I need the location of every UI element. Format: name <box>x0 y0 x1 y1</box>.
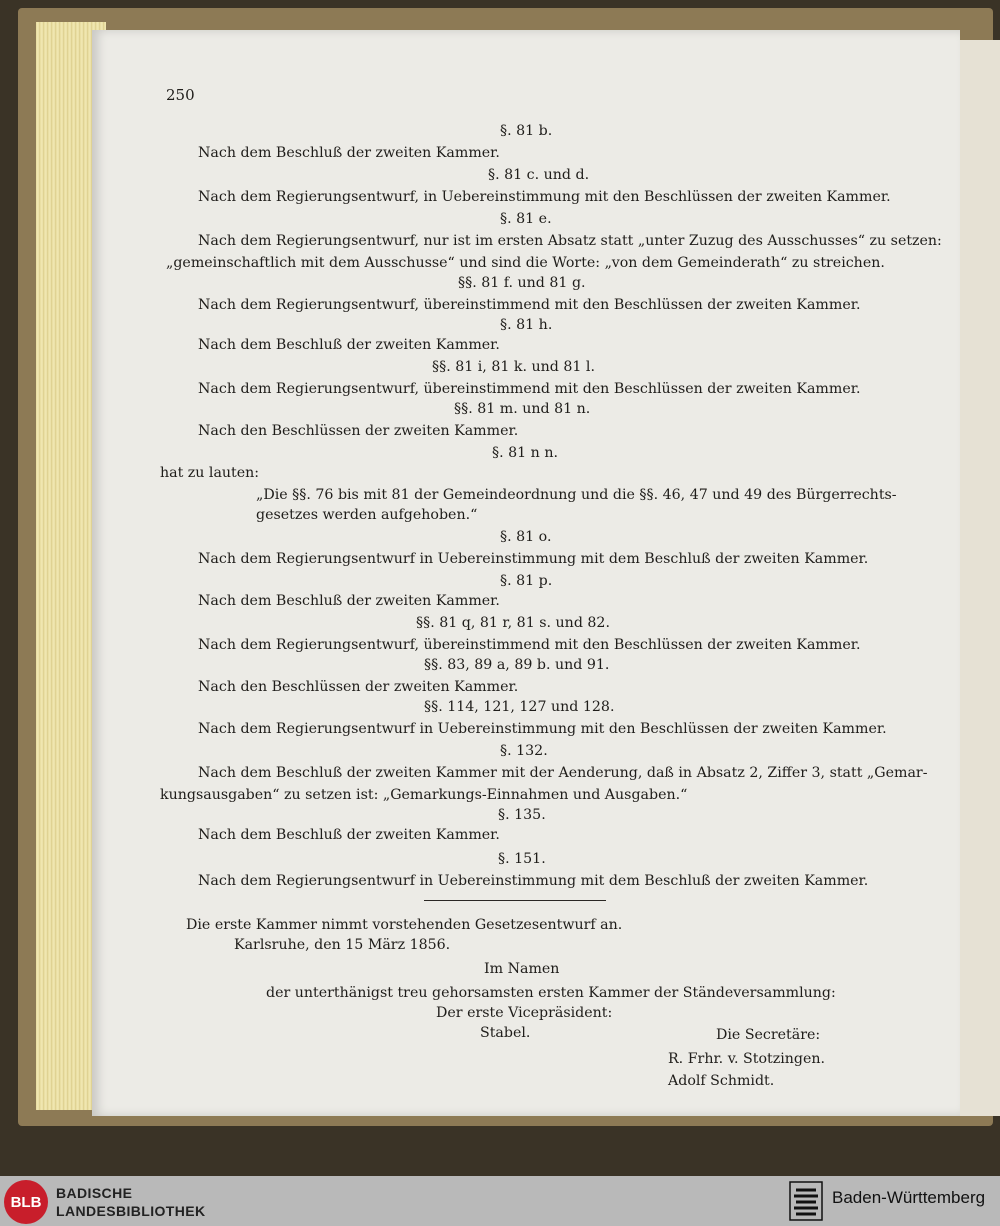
text-line: §. 132. <box>500 743 548 759</box>
text-line: Die Secretäre: <box>716 1027 821 1043</box>
text-line: §. 81 c. und d. <box>488 167 590 183</box>
text-line: R. Frhr. v. Stotzingen. <box>668 1051 825 1067</box>
text-line: Nach den Beschlüssen der zweiten Kammer. <box>198 423 519 439</box>
library-name[interactable] <box>56 1184 276 1220</box>
text-line: Im Namen <box>484 961 560 977</box>
text-line: §§. 81 f. und 81 g. <box>458 275 586 291</box>
text-line: Nach dem Regierungsentwurf, übereinstimmend mit den Beschlüssen der zweiten Kammer. <box>198 381 861 397</box>
facing-page-edge <box>958 40 1000 1116</box>
text-line: Nach dem Beschluß der zweiten Kammer mit der Aenderung, daß in Absatz 2, Ziffer 3, statt „Gemar- <box>198 765 928 781</box>
text-line: §§. 81 q, 81 r, 81 s. und 82. <box>416 615 610 631</box>
text-line: Nach dem Regierungsentwurf, übereinstimmend mit den Beschlüssen der zweiten Kammer. <box>198 297 861 313</box>
text-line: Nach dem Beschluß der zweiten Kammer. <box>198 827 500 843</box>
text-line: kungsausgaben“ zu setzen ist: „Gemarkungs-Einnahmen und Ausgaben.“ <box>160 787 688 803</box>
state-name[interactable]: Baden-Württemberg <box>832 1188 986 1207</box>
text-line: §. 81 p. <box>500 573 553 589</box>
text-line: gesetzes werden aufgehoben.“ <box>256 507 478 523</box>
text-line: Nach dem Regierungsentwurf in Uebereinstimmung mit dem Beschluß der zweiten Kammer. <box>198 873 869 889</box>
text-line: §. 81 b. <box>500 123 553 139</box>
text-line: Stabel. <box>480 1025 531 1041</box>
text-line: §. 81 h. <box>500 317 553 333</box>
text-line: §§. 81 m. und 81 n. <box>454 401 591 417</box>
text-line: Nach dem Regierungsentwurf, in Uebereinstimmung mit den Beschlüssen der zweiten Kammer. <box>198 189 891 205</box>
text-line: §. 81 o. <box>500 529 552 545</box>
text-line: §. 135. <box>498 807 546 823</box>
text-line: Nach dem Regierungsentwurf in Uebereinstimmung mit dem Beschluß der zweiten Kammer. <box>198 551 869 567</box>
baden-wuerttemberg-lions-icon[interactable] <box>788 1180 824 1222</box>
text-line: Nach dem Beschluß der zweiten Kammer. <box>198 145 500 161</box>
text-line: §§. 81 i, 81 k. und 81 l. <box>432 359 595 375</box>
text-line: Adolf Schmidt. <box>668 1073 775 1089</box>
library-name-line1: BADISCHE <box>56 1185 133 1201</box>
library-name-line2: LANDESBIBLIOTHEK <box>56 1203 206 1219</box>
text-line: §. 81 n n. <box>492 445 558 461</box>
text-line: Der erste Vicepräsident: <box>436 1005 613 1021</box>
text-line: Die erste Kammer nimmt vorstehenden Gesetzesentwurf an. <box>186 917 623 933</box>
section-divider <box>424 900 606 901</box>
text-line: Nach dem Beschluß der zweiten Kammer. <box>198 337 500 353</box>
text-line: §§. 114, 121, 127 und 128. <box>424 699 615 715</box>
text-line: Nach dem Beschluß der zweiten Kammer. <box>198 593 500 609</box>
text-line: Nach den Beschlüssen der zweiten Kammer. <box>198 679 519 695</box>
text-line: hat zu lauten: <box>160 465 260 481</box>
blb-logo-icon[interactable]: BLB <box>4 1180 48 1224</box>
text-line: der unterthänigst treu gehorsamsten ersten Kammer der Ständeversammlung: <box>266 985 836 1001</box>
text-line: „Die §§. 76 bis mit 81 der Gemeindeordnung und die §§. 46, 47 und 49 des Bürgerrechts- <box>256 487 897 503</box>
text-line: Nach dem Regierungsentwurf in Uebereinstimmung mit den Beschlüssen der zweiten Kammer. <box>198 721 887 737</box>
text-line: Karlsruhe, den 15 März 1856. <box>234 937 451 953</box>
text-line: Nach dem Regierungsentwurf, nur ist im ersten Absatz statt „unter Zuzug des Ausschusses“ zu setzen: <box>198 233 942 249</box>
text-line: „gemeinschaftlich mit dem Ausschusse“ und sind die Worte: „von dem Gemeinderath“ zu streichen. <box>166 255 885 271</box>
text-line: §§. 83, 89 a, 89 b. und 91. <box>424 657 610 673</box>
text-line: §. 151. <box>498 851 546 867</box>
page-number: 250 <box>166 86 195 104</box>
text-line: §. 81 e. <box>500 211 552 227</box>
text-line: Nach dem Regierungsentwurf, übereinstimmend mit den Beschlüssen der zweiten Kammer. <box>198 637 861 653</box>
